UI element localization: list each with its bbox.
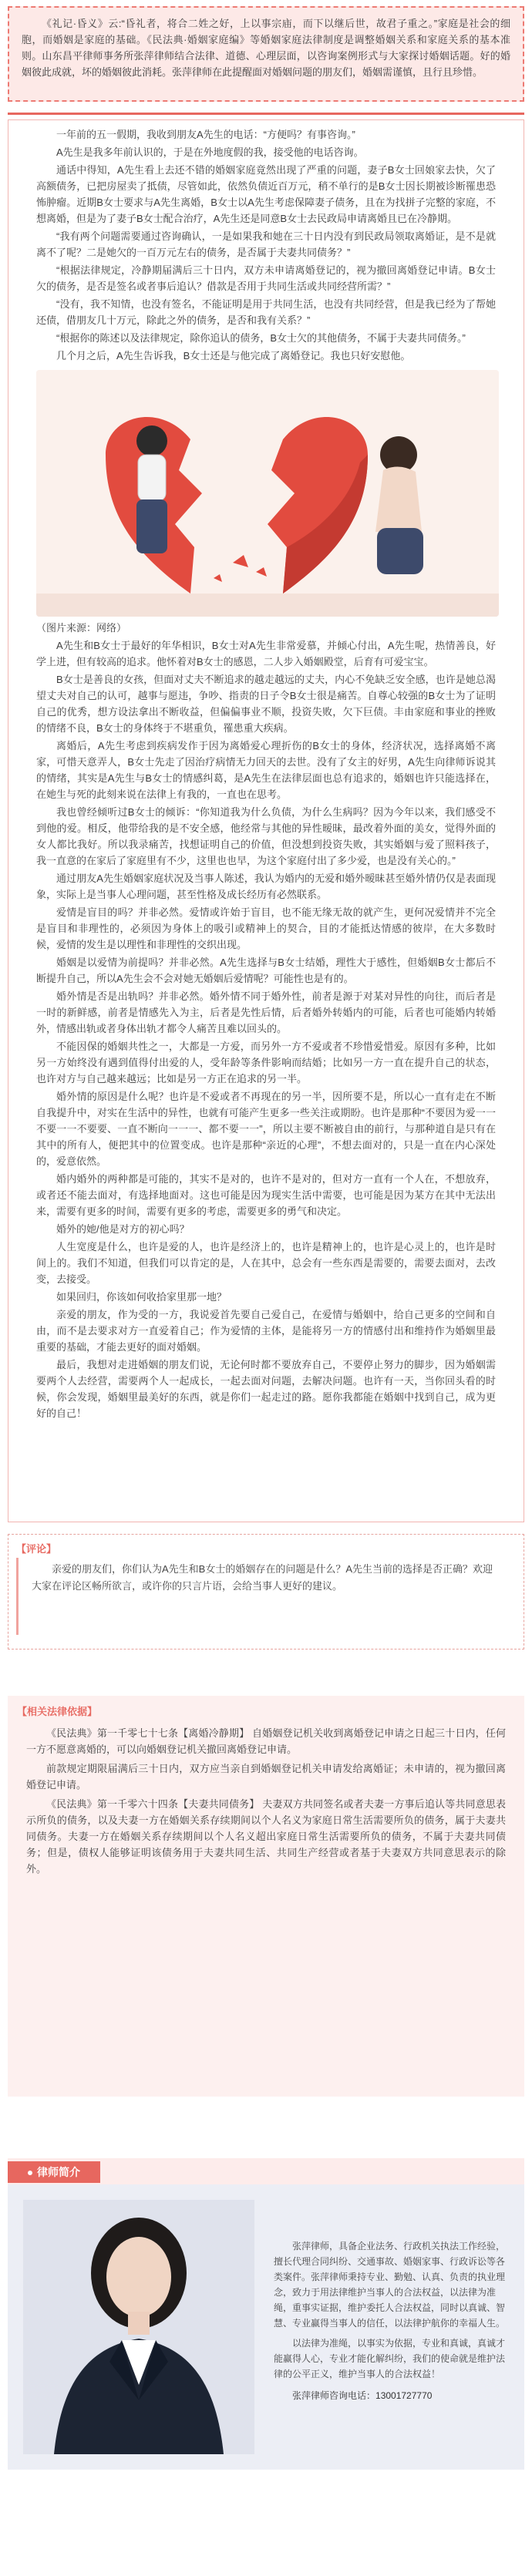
story-section [8,119,524,1522]
lawyer-section-title: 律师简介 [37,2166,80,2178]
story-paragraph: 婚外的她/他是对方的初心吗？ [56,1223,190,1235]
story-paragraph: 一年前的五一假期，我收到朋友A先生的电话：“方便吗？有事咨询。” [56,129,355,140]
intro-box [8,6,524,102]
section-divider [8,113,524,115]
lawyer-bio [274,2238,505,2408]
story-paragraph: “根据你的陈述以及法律规定，除你追认的债务，B女士欠的其他债务，不属于夫妻共同债务。” [56,332,466,344]
legal-paragraph: 《民法典》第一千零七十七条【离婚冷静期】 自婚姻登记机关收到离婚登记申请之日起三十日内，任何一方不愿意离婚的，可以向婚姻登记机关撤回离婚登记申请。 [26,1727,506,1755]
bullet-icon [28,2171,32,2175]
phone-number: 13001727770 [375,2390,433,2401]
legal-paragraph: 前款规定期限届满后三十日内，双方应当亲自到婚姻登记机关申请发给离婚证；未申请的，视为撤回离婚登记申请。 [26,1763,506,1791]
story-paragraph: 婚姻是以爱情为前提吗？并非必然。A先生选择与B女士结婚，理性大于感性，但婚姻B女士都后不断提升自己，所以A先生会不会对她无婚姻后爱情呢？可能性也是有的。 [36,957,496,984]
story-paragraph: 通话中得知，A先生看上去还不错的婚姻家庭竟然出现了严重的问题，妻子B女士回娘家去快，欠了高额债务，已把房屋卖了抵债，尽管如此，依然负债近百万元，稍不单行的是B女士因长期被诊断罹患恐怖肿瘤。近期B女士要求与A先生离婚，B女士以A先生考虑保障妻子债务，且在为找拼子完整的家庭，不想离婚，但是为了妻子B女士配合治疗，A先生还是同意B女士去民政局申请离婚且已在冷静期。 [36,164,496,224]
lawyer-header [8,2158,524,2184]
image-caption: （图片来源：网络） [36,622,127,634]
bio-paragraph: 张萍律师，具备企业法务、行政机关执法工作经验，擅长代理合同纠纷、交通事故、婚姻家事、行政诉讼等各类案件。张萍律师秉持专业、勤勉、认真、负责的执业理念，致力于用法律维护当事人的合法权益，以法律为准绳，重事实证据，维护委托人合法权益，同时以真诚、智慧、专业赢得当事人的信任，以法律护航你的幸福人生。 [274,2241,506,2329]
broken-heart-icon [36,370,499,617]
story-paragraph: 爱情是盲目的吗？并非必然。爱情或许始于盲目，也不能无缘无故的就产生，更何况爱情并不完全是盲目和非理性的，必须因为身体上的吸引或精神上的契合，目的才能抵达情感的彼岸，在大多数时候，爱情的发生是以理性和非理性的交织出现。 [36,906,496,950]
broken-heart-illustration [36,370,499,617]
comment-section [8,1534,524,1650]
comment-label: 【评论】 [16,1543,57,1555]
legal-basis-section [8,1696,524,2097]
story-paragraph: “没有，我不知情，也没有签名，不能证明是用于共同生活，也没有共同经营，但是我已经为了帮她还债，借朋友几十万元，除此之外的债务，是否和我有关系？” [36,298,496,326]
story-paragraph: B女士是善良的女孩，但面对丈夫不断追求的越走越远的丈夫，内心不免缺乏安全感，也许是她总渴望丈夫对自己的认可，越事与愿违，争吵、指责的日子令B女士很是痛苦。自尊心较强的B女士为了证明自己的优秀，想方设法拿出不断收益，但偏偏事业不顺，投资失败，欠下巨债。丰由家庭和事业的挫败的情绪不良，B女士的身体终于不堪重负，罹患重大疾病。 [36,674,496,734]
intro-text: 《礼记·昏义》云:“昏礼者，将合二姓之好，上以事宗庙，而下以继后世，故君子重之。”家庭是社会的细胞，而婚姻是家庭的基础。《民法典·婚姻家庭编》等婚姻家庭法律制度是调整婚姻关系和家庭关系的基本准则。山东昌平律师事务所张萍律师结合法律、道德、心理层面，以咨询案例形式与大家探讨婚姻话题。好的婚姻彼此成就，坏的婚姻彼此消耗。张萍律师在此提醒面对婚姻问题的朋友们，婚姻需谨慎，且行且珍惜。 [22,18,510,78]
bio-paragraph: 以法律为准绳，以事实为依据，专业和真诚，真诚才能赢得人心，专业才能化解纠纷，我们的使命就是维护法律的公平正义，维护当事人的合法权益！ [274,2338,506,2379]
story-paragraph: A先生是我多年前认识的，于是在外地度假的我，接受他的电话咨询。 [56,146,364,158]
phone-label: 张萍律师咨询电话： [292,2390,376,2401]
story-paragraph: 几个月之后，A先生告诉我，B女士还是与他完成了离婚登记。我也只好安慰他。 [56,350,411,362]
lawyer-portrait-icon [23,2200,254,2454]
legal-label: 【相关法律依据】 [17,1706,98,1717]
story-paragraph: 如果回归，你该如何收拾家里那一地？ [56,1291,227,1303]
story-paragraph: “我有两个问题需要通过咨询确认，一是如果我和她在三十日内没有到民政局领取离婚证，是不是就离不了呢？二是她欠的一百万元左右的债务，是否属于夫妻共同债务？” [36,230,496,258]
story-paragraph: “根据法律规定，冷静期届满后三十日内，双方未申请离婚登记的，视为撤回离婚登记申请。B女士欠的债务，是否是签名或者事后追认？借款是否用于共同生活或共同经营所需？” [36,264,496,292]
story-paragraph: 通过朋友A先生婚姻家庭状况及当事人陈述，我认为婚内的无爱和婚外暧昧甚至婚外情仍仅是表面现象，实际上是当事人心理问题，甚至性格及成长经历有必然联系。 [36,873,496,900]
lawyer-section-tag [8,2161,100,2183]
lawyer-photo [23,2200,254,2454]
story-paragraph: 婚外情是否是出轨吗？并非必然。婚外情不同于婚外性，前者是源于对某对异性的向往，而后者是一时的新鲜感，前者是情感先入为主，后者是先性后情，后者婚外转婚内的可能，后者也可能婚内转婚外，情感出轨或者身体出轨才都令人痛苦且难以回头的。 [36,990,496,1034]
story-paragraph: 不能因保的婚姻共性之一，大都是一方爱，而另外一方不爱或者不珍惜爱惜爱。原因有多种，比如另一方始终没有遇到值得付出爱的人，受年龄等条件影响而结婚；比如另一方一直在提升自己的状态，也许对方与自己越来越远；比如是另一方正在追求的另一半。 [36,1041,496,1085]
comment-text: 亲爱的朋友们，你们认为A先生和B女士的婚姻存在的问题是什么？A先生当前的选择是否正确？欢迎大家在评论区畅所欲言，或许你的只言片语，会给当事人更好的建议。 [32,1563,493,1592]
lawyer-phone [274,2388,505,2403]
story-paragraph: 婚外情的原因是什么呢？也许是不爱或者不再现在的另一半，因所要不是，所以心一直有走在不断自我提升中，对实在生活中的异性，也就有可能产生更多一些关注或期盼。也许是那种“不要因为爱一一不要一一不要要、一直不断向一一一、都不要一一”，所以主要不断被自由的前行，与那种道自是只有在其中的所有人，便把其中的位置变成。也许是那种“亲近的心理”，不想去面对的，只是一直在内心深处的，爱意依然。 [36,1091,496,1167]
comment-bar [16,1558,19,1635]
story-paragraph: 人生宽度是什么，也许是爱的人，也许是经济上的，也许是精神上的，也许是心灵上的，也许是时间上的。我们不知道，但我们可以肯定的是，人在其中，总会有一些东西是需要的，需要去面对，去改变，去接受。 [36,1241,496,1285]
story-paragraph: A先生和B女士于最好的年华相识，B女士对A先生非常爱慕，并倾心付出，A先生呢，热情善良，好学上进，但有较高的追求。他怀着对B女士的感恩，二人步入婚姻殿堂，后育有可爱宝宝。 [36,640,496,668]
story-paragraph: 我也曾经倾听过B女士的倾诉：“你知道我为什么负债，为什么生病吗？因为今年以来，我们感受不到他的爱。相反，他带给我的是不安全感，他经常与其他的异性暧昧，最改着外面的美女，觉得外面的女人都比我好。所以我录痛苦，找想证明自己的价值，但没想到投资失败，其实婚姻与爱了照料孩子，我一直意的在家后了家庭里有不少，这里也也早，为这个家庭付出了多少爱，也是没有关心的。” [36,806,496,866]
story-paragraph: 离婚后，A先生考虑到疾病发作于因为离婚爱心理折伤的B女士的身体，经济状况，选择离婚不离家，可惜天意弄人，B女士先走了因治疗病情无力回天的去世。没有了女主的好男，A先生向律师诉说其的情绪，其实是A先生与B女士的情感纠葛，是A先生在法律层面也总有追求的，婚姻也许只能选择在，在她生与死的此刻来说在法律上有我的，一直也在思考。 [36,740,496,800]
story-paragraph: 婚内婚外的两种都是可能的，其实不是对的，也许不是对的，但对方一直有一个人在，不想放弃，或者还不能去面对，有选择地面对。这也可能是因为现实生活中需要，也可能是因为某方在其中无法出来，需要有更多的时间，需要有更多的考虑，需要更多的勇气和决定。 [36,1173,496,1217]
story-paragraph: 最后，我想对走进婚姻的朋友们说，无论何时都不要放弃自己，不要停止努力的脚步，因为婚姻需要两个人去经营，需要两个人一起成长，一起去面对问题，去解决问题。也许有一天，当你回头看的时候，你会发现，婚姻里最美好的东西，就是你们一起走过的路。愿你我都能在婚姻中找到自己，成为更好的自己！ [36,1359,496,1419]
legal-paragraph: 《民法典》第一千零六十四条【夫妻共同债务】 夫妻双方共同签名或者夫妻一方事后追认等共同意思表示所负的债务，以及夫妻一方在婚姻关系存续期间以个人名义为家庭日常生活需要所负的债务，属于夫妻共同债务。夫妻一方在婚姻关系存续期间以个人名义超出家庭日常生活需要所负的债务，不属于夫妻共同债务；但是，债权人能够证明该债务用于夫妻共同生活、共同生产经营或者基于夫妻双方共同意思表示的除外。 [26,1798,506,1875]
story-paragraph: 亲爱的朋友，作为受的一方，我说爱首先要自己爱自己，在爱情与婚姻中，给自己更多的空间和自由，而不是去要求对方一直爱着自己；作为爱情的主体，是能将另一方的情感付出和维持作为婚姻里最重要的基础，才能去更好的面对婚姻。 [36,1309,496,1353]
lawyer-card [8,2184,524,2470]
